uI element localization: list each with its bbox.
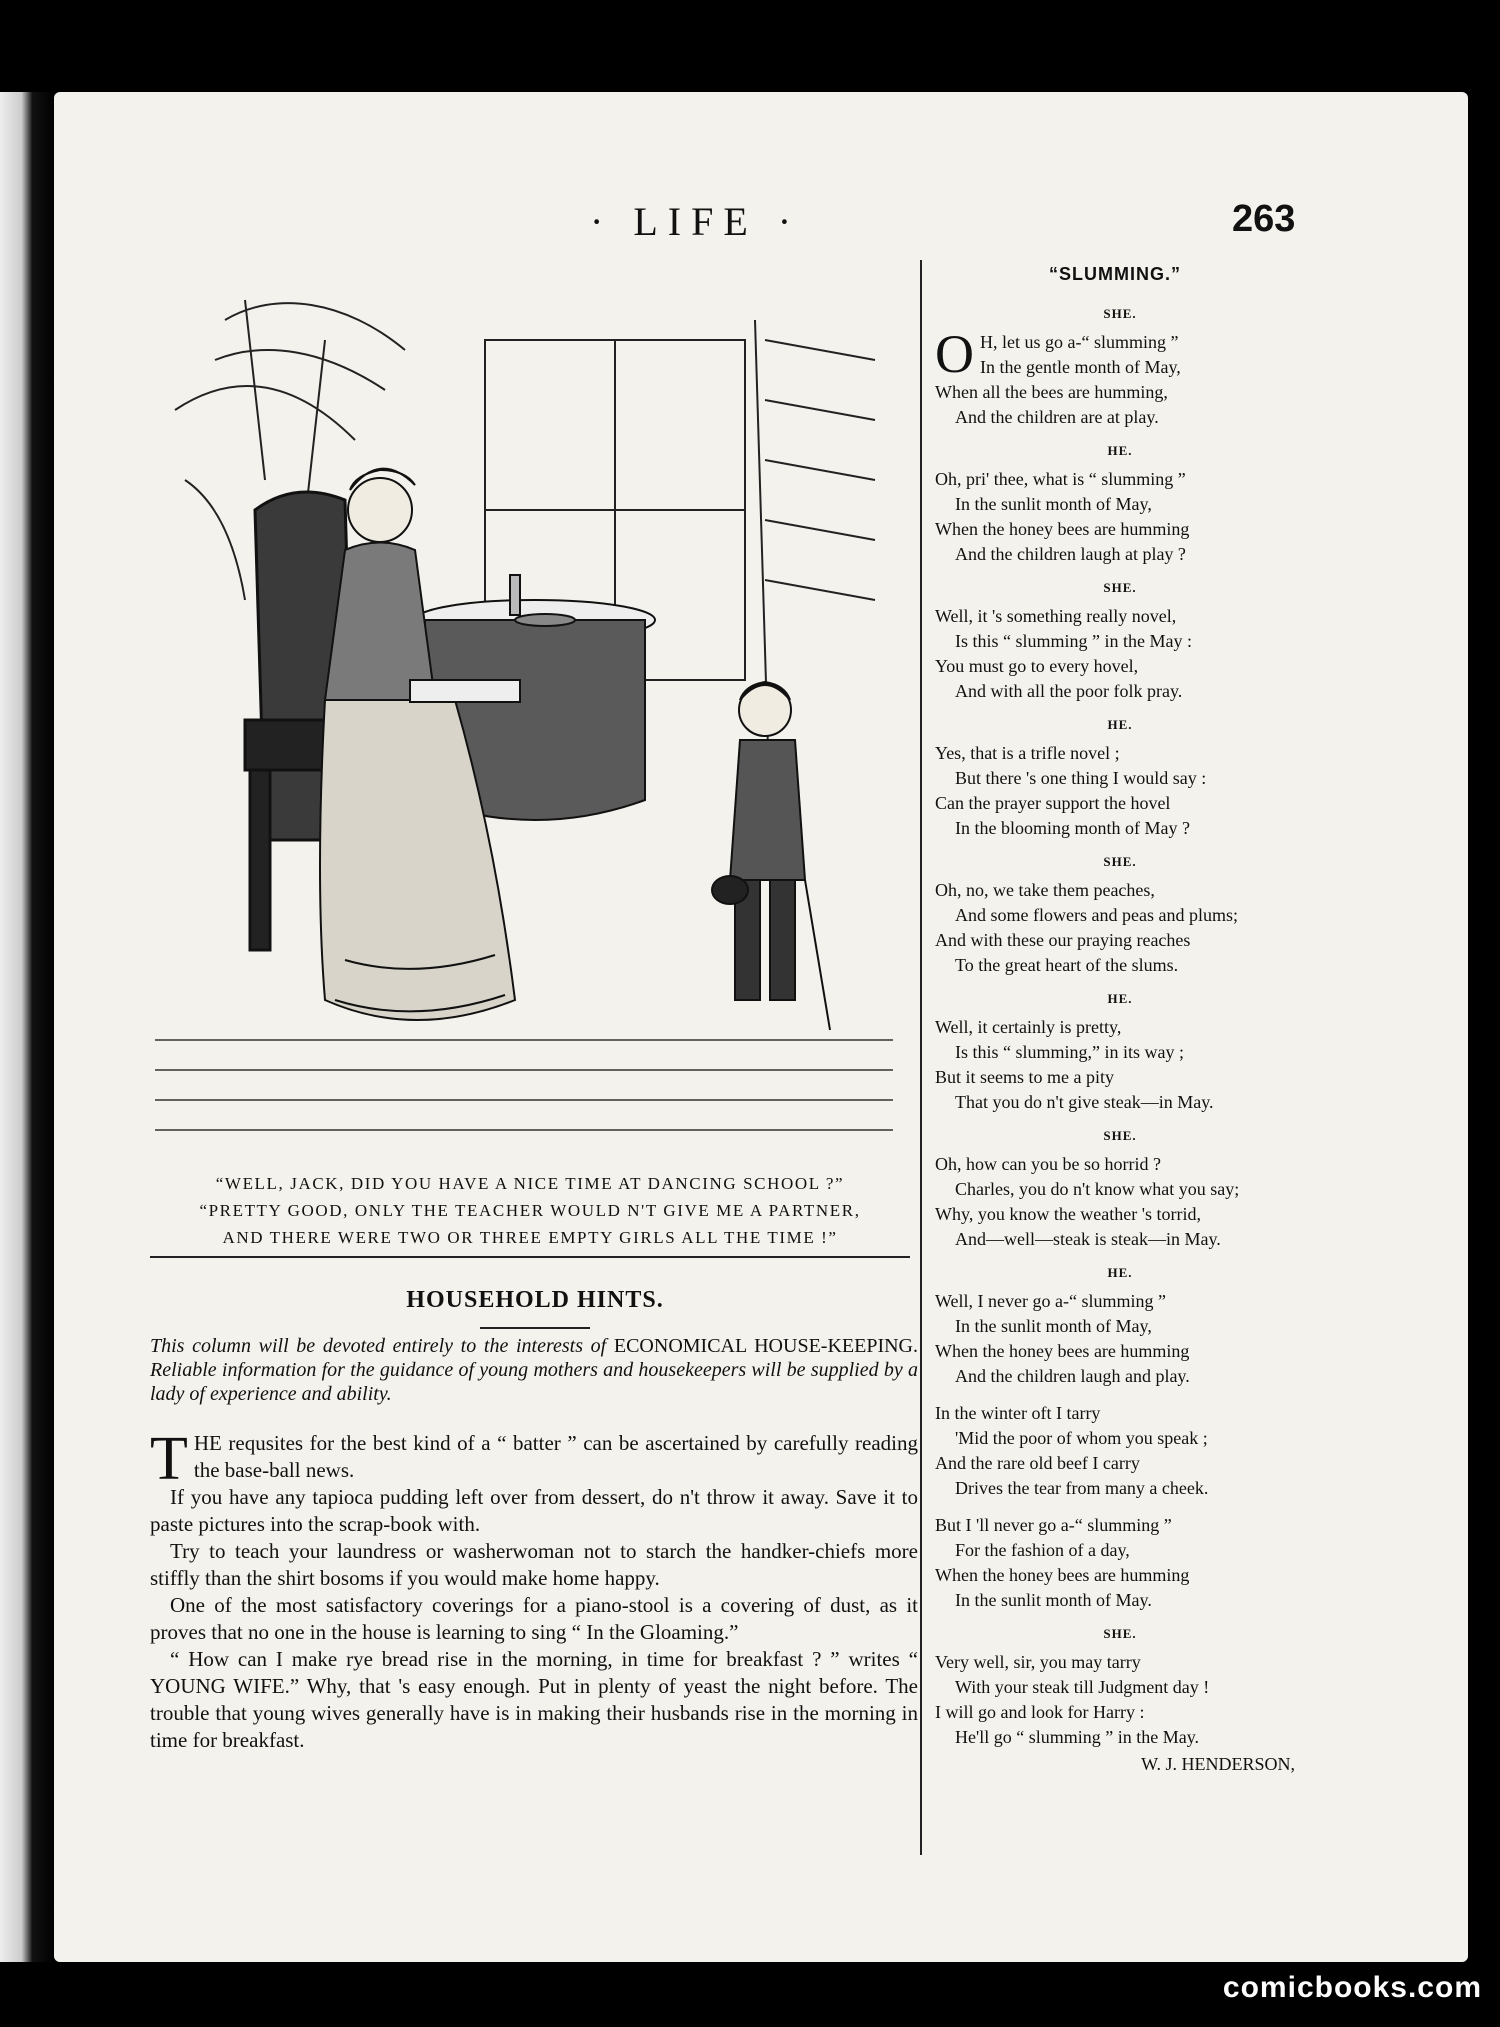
stanza-speaker: SHE. bbox=[1103, 854, 1137, 869]
stanza-speaker: SHE. bbox=[1103, 1128, 1137, 1143]
poem-line: With your steak till Judgment day ! bbox=[955, 1677, 1210, 1697]
paragraph-text: HE requsites for the best kind of a “ batter ” can be ascertained by carefully reading the base-ball news. bbox=[193, 1431, 918, 1482]
poem-line: And—well—steak is steak—in May. bbox=[955, 1229, 1221, 1249]
poem-author: W. J. HENDERSON, bbox=[1141, 1754, 1295, 1774]
poem-line: Oh, pri' thee, what is “ slumming ” bbox=[935, 469, 1186, 489]
stanza-speaker: HE. bbox=[1107, 717, 1133, 732]
poem-line: For the fashion of a day, bbox=[955, 1540, 1130, 1560]
stanza-speaker: SHE. bbox=[1103, 306, 1137, 321]
poem-line: That you do n't give steak—in May. bbox=[955, 1092, 1214, 1112]
masthead-title: · LIFE · bbox=[590, 199, 802, 244]
poem-line: But I 'll never go a-“ slumming ” bbox=[935, 1515, 1172, 1535]
poem-line: And the children laugh at play ? bbox=[955, 544, 1186, 564]
stanza bbox=[935, 741, 1305, 841]
poem-stanzas bbox=[935, 301, 1305, 1750]
caption-line-3: AND THERE WERE TWO OR THREE EMPTY GIRLS ALL THE TIME !” bbox=[222, 1228, 838, 1247]
watermark: comicbooks.com bbox=[1222, 1971, 1482, 2004]
poem-line: Well, it 's something really novel, bbox=[935, 606, 1177, 626]
poem-line: When all the bees are humming, bbox=[935, 382, 1168, 402]
poem-line: Oh, no, we take them peaches, bbox=[935, 880, 1155, 900]
caption-line-1: “WELL, JACK, DID YOU HAVE A NICE TIME AT DANCING SCHOOL ?” bbox=[215, 1174, 845, 1193]
stanza bbox=[935, 878, 1305, 978]
poem-line: Drives the tear from many a cheek. bbox=[955, 1478, 1209, 1498]
poem-line: And with all the poor folk pray. bbox=[955, 681, 1183, 701]
stanza-gap bbox=[935, 1391, 1305, 1401]
poem-line: And with these our praying reaches bbox=[935, 930, 1191, 950]
caption-line-2: “PRETTY GOOD, ONLY THE TEACHER WOULD N'T GIVE ME A PARTNER, bbox=[199, 1201, 861, 1220]
drop-cap: T bbox=[150, 1425, 188, 1493]
poem-line: In the sunlit month of May. bbox=[955, 1590, 1152, 1610]
poem-line: You must go to every hovel, bbox=[935, 656, 1139, 676]
stanza-speaker: SHE. bbox=[1103, 1626, 1137, 1641]
stanza-speaker: HE. bbox=[1107, 1265, 1133, 1280]
poem-line: Oh, how can you be so horrid ? bbox=[935, 1154, 1161, 1174]
stanza bbox=[935, 1015, 1305, 1115]
poem-line: To the great heart of the slums. bbox=[955, 955, 1179, 975]
poem-line: Is this “ slumming,” in its way ; bbox=[955, 1042, 1184, 1062]
household-hints-title: HOUSEHOLD HINTS. bbox=[406, 1287, 664, 1313]
poem-line: He'll go “ slumming ” in the May. bbox=[955, 1727, 1200, 1747]
household-hints-intro bbox=[150, 1334, 918, 1406]
poem-slumming bbox=[935, 262, 1305, 1777]
stanza bbox=[935, 1513, 1305, 1613]
poem-line: Why, you know the weather 's torrid, bbox=[935, 1204, 1202, 1224]
poem-line: And some flowers and peas and plums; bbox=[955, 905, 1238, 925]
poem-line: In the winter oft I tarry bbox=[935, 1403, 1101, 1423]
poem-line: I will go and look for Harry : bbox=[935, 1702, 1145, 1722]
poem-line: Well, it certainly is pretty, bbox=[935, 1017, 1122, 1037]
poem-line: 'Mid the poor of whom you speak ; bbox=[955, 1428, 1208, 1448]
poem-line: In the sunlit month of May, bbox=[955, 1316, 1152, 1336]
title-rule bbox=[480, 1327, 590, 1329]
poem-drop-cap: O bbox=[935, 324, 974, 384]
poem-line: But there 's one thing I would say : bbox=[955, 768, 1207, 788]
household-hints-body bbox=[150, 1425, 918, 1754]
intro-text-2: Reliable information for the guidance of young mothers and housekeepers will be supplied by a lady of experience and ability. bbox=[150, 1359, 918, 1405]
paragraph: One of the most satisfactory coverings for a piano-stool is a covering of dust, as it proves that no one in the house is learning to sing “ In the Gloaming.” bbox=[150, 1593, 918, 1644]
poem-line: In the sunlit month of May, bbox=[955, 494, 1152, 514]
stanza bbox=[935, 604, 1305, 704]
paragraph: If you have any tapioca pudding left over from dessert, do n't throw it away. Save it to paste pictures into the scrap-book with. bbox=[150, 1485, 918, 1536]
stanza-speaker: SHE. bbox=[1103, 580, 1137, 595]
poem-line: In the gentle month of May, bbox=[980, 357, 1181, 377]
stanza bbox=[935, 467, 1305, 567]
poem-line: When the honey bees are humming bbox=[935, 1341, 1190, 1361]
stanza bbox=[935, 1650, 1305, 1750]
intro-small-caps: ECONOMICAL HOUSE-KEEPING. bbox=[613, 1335, 918, 1357]
poem-line: Very well, sir, you may tarry bbox=[935, 1652, 1141, 1672]
stanza bbox=[935, 1152, 1305, 1252]
paragraph: “ How can I make rye bread rise in the morning, in time for breakfast ? ” writes “ YOUNG WIFE.” Why, that 's easy enough. Put in plenty of yeast the night before. The trouble that young wives generally have is in making their husbands rise in the morning in time for breakfast. bbox=[150, 1647, 918, 1752]
paragraph: Try to teach your laundress or washerwoman not to starch the handker-chiefs more stiffly than the shirt bosoms if you would make home happy. bbox=[150, 1539, 918, 1590]
poem-line: Yes, that is a trifle novel ; bbox=[935, 743, 1120, 763]
paragraph bbox=[150, 1425, 918, 1493]
book-gutter bbox=[0, 92, 54, 1962]
stanza bbox=[935, 1401, 1305, 1501]
engraving-illustration bbox=[155, 280, 893, 1160]
poem-line: And the rare old beef I carry bbox=[935, 1453, 1140, 1473]
stanza-gap bbox=[935, 1503, 1305, 1513]
poem-line: And the children laugh and play. bbox=[955, 1366, 1190, 1386]
poem-line: In the blooming month of May ? bbox=[955, 818, 1190, 838]
poem-line-text: H, let us go a-“ slumming ” bbox=[980, 332, 1179, 352]
poem-line: Is this “ slumming ” in the May : bbox=[955, 631, 1192, 651]
poem-line: But it seems to me a pity bbox=[935, 1067, 1114, 1087]
poem-line: Charles, you do n't know what you say; bbox=[955, 1179, 1240, 1199]
poem-line: When the honey bees are humming bbox=[935, 519, 1190, 539]
stanza bbox=[935, 1289, 1305, 1389]
column-divider bbox=[920, 260, 922, 1855]
illustration-caption bbox=[150, 1170, 910, 1251]
stanza-speaker: HE. bbox=[1107, 443, 1133, 458]
poem-title: “SLUMMING.” bbox=[1049, 264, 1181, 284]
stanza bbox=[935, 324, 1305, 430]
poem-line: When the honey bees are humming bbox=[935, 1565, 1190, 1585]
caption-rule bbox=[150, 1256, 910, 1258]
intro-text-1: This column will be devoted entirely to the interests of bbox=[150, 1335, 614, 1357]
page-number: 263 bbox=[1232, 198, 1296, 240]
poem-line: Can the prayer support the hovel bbox=[935, 793, 1171, 813]
poem-line: Well, I never go a-“ slumming ” bbox=[935, 1291, 1166, 1311]
stanza-speaker: HE. bbox=[1107, 991, 1133, 1006]
poem-line: And the children are at play. bbox=[955, 407, 1159, 427]
